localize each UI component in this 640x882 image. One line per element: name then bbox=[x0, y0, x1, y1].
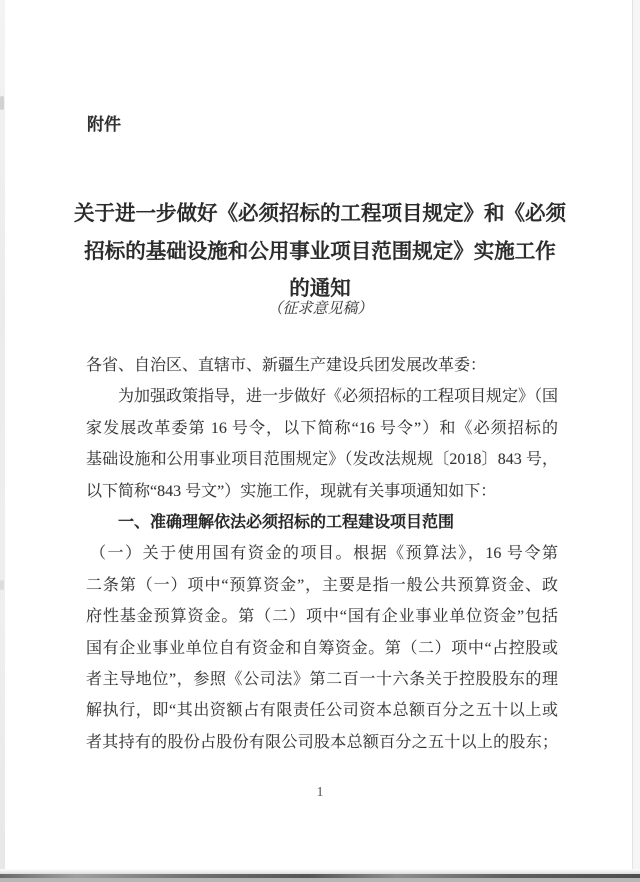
body-line: 一、准确理解依法必须招标的工程建设项目范围 bbox=[118, 514, 455, 532]
body-line: 基础设施和公用事业项目范围规定》（发改法规规〔2018〕843 号， bbox=[86, 451, 558, 469]
body-line: 各省、自治区、直辖市、新疆生产建设兵团发展改革委： bbox=[86, 357, 487, 374]
body-line: 二条第（一）项中“预算资金”，主要是指一般公共预算资金、政 bbox=[86, 576, 558, 594]
scan-edge-left bbox=[0, 0, 5, 882]
scan-edge-right-line bbox=[632, 0, 633, 882]
body-line: （一）关于使用国有资金的项目。根据《预算法》，16 号令第 bbox=[90, 545, 558, 563]
body-line: 家发展改革委第 16 号令，以下简称“16 号令”）和《必须招标的 bbox=[86, 419, 558, 437]
scan-artifact bbox=[0, 96, 4, 110]
attachment-label: 附件 bbox=[87, 115, 121, 134]
body-line: 国有企业事业单位自有资金和自筹资金。第（二）项中“占控股或 bbox=[86, 639, 558, 657]
scan-artifact bbox=[0, 580, 4, 590]
body-line: 解执行，即“其出资额占有限责任公司资本总额百分之五十以上或 bbox=[86, 702, 558, 720]
body-line: 以下简称“843 号文”）实施工作，现就有关事项通知如下： bbox=[86, 482, 497, 500]
document-title bbox=[50, 196, 590, 309]
scan-edge-bottom bbox=[0, 869, 640, 882]
body-line: 者主导地位”，参照《公司法》第二百一十六条关于控股股东的理 bbox=[86, 671, 558, 689]
document-body bbox=[86, 350, 558, 758]
page-number: 1 bbox=[316, 785, 324, 800]
scan-edge-right bbox=[633, 0, 640, 882]
title-line: 关于进一步做好《必须招标的工程项目规定》和《必须 bbox=[74, 203, 566, 225]
body-line: 府性基金预算资金。第（二）项中“国有企业事业单位资金”包括 bbox=[86, 608, 558, 626]
draft-subtitle: （征求意见稿） bbox=[267, 301, 373, 317]
title-line: 的通知 bbox=[289, 278, 351, 300]
body-line: 者其持有的股份占股份有限公司股本总额百分之五十以上的股东； bbox=[86, 733, 558, 751]
body-line: 为加强政策指导，进一步做好《必须招标的工程项目规定》（国 bbox=[118, 388, 559, 406]
title-line: 招标的基础设施和公用事业项目范围规定》实施工作 bbox=[84, 240, 556, 263]
